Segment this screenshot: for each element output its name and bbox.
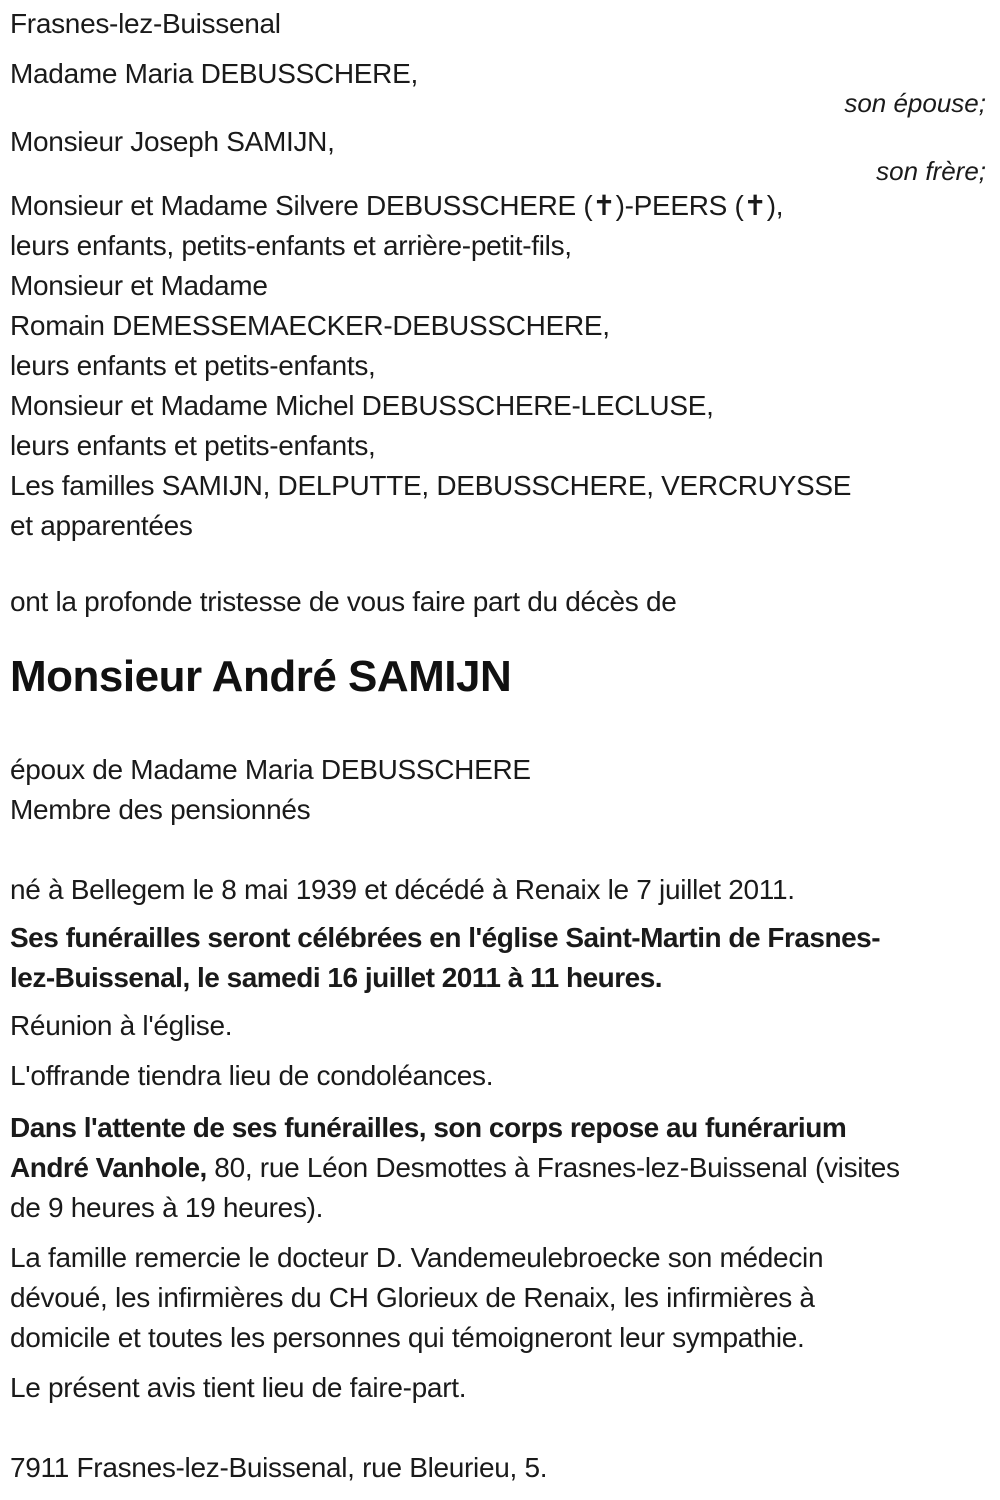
- thanks-line: La famille remercie le docteur D. Vandemeulebroecke son médecin: [10, 1242, 824, 1273]
- offering-line: L'offrande tiendra lieu de condoléances.: [10, 1060, 494, 1091]
- funeral-home-name: André Vanhole,: [10, 1152, 207, 1183]
- ceremony-line: lez-Buissenal, le samedi 16 juillet 2011 à 11 heures.: [10, 962, 663, 993]
- life-dates-line: né à Bellegem le 8 mai 1939 et décédé à Renaix le 7 juillet 2011.: [10, 874, 795, 905]
- deceased-membership: Membre des pensionnés: [10, 794, 311, 825]
- thanks-block: [10, 1238, 986, 1358]
- family-line: et apparentées: [10, 510, 193, 541]
- family-line: Monsieur et Madame Michel DEBUSSCHERE-LECLUSE,: [10, 390, 714, 421]
- family-line: leurs enfants et petits-enfants,: [10, 430, 376, 461]
- meeting-line: Réunion à l'église.: [10, 1010, 233, 1041]
- notice-line: Le présent avis tient lieu de faire-part.: [10, 1372, 467, 1403]
- ceremony-line: Ses funérailles seront célébrées en l'église Saint-Martin de Frasnes-: [10, 922, 881, 953]
- family-line: Les familles SAMIJN, DELPUTTE, DEBUSSCHERE, VERCRUYSSE: [10, 470, 852, 501]
- repose-line-2: [10, 1148, 986, 1188]
- family-lines-block: [10, 186, 986, 546]
- family-line: Monsieur et Madame Silvere DEBUSSCHERE (✝)-PEERS (✝),: [10, 190, 784, 221]
- repose-line-1: Dans l'attente de ses funérailles, son corps repose au funérarium: [10, 1112, 847, 1143]
- family-line: Monsieur et Madame: [10, 270, 268, 301]
- mourner-brother-relation: son frère;: [876, 156, 986, 186]
- family-line: leurs enfants, petits-enfants et arrière-petit-fils,: [10, 230, 572, 261]
- deceased-details-block: [10, 750, 986, 830]
- family-line: leurs enfants et petits-enfants,: [10, 350, 376, 381]
- location-line: Frasnes-lez-Buissenal: [10, 8, 281, 39]
- address-line: 7911 Frasnes-lez-Buissenal, rue Bleurieu, 5.: [10, 1452, 548, 1483]
- mourner-brother-name: Monsieur Joseph SAMIJN,: [10, 126, 335, 157]
- thanks-line: domicile et toutes les personnes qui témoigneront leur sympathie.: [10, 1322, 805, 1353]
- funeral-home-address: 80, rue Léon Desmottes à Frasnes-lez-Buissenal (visites: [206, 1152, 900, 1183]
- deceased-spouse-of: époux de Madame Maria DEBUSSCHERE: [10, 754, 531, 785]
- ceremony-block: [10, 918, 986, 998]
- deceased-name-title: Monsieur André SAMIJN: [10, 652, 512, 701]
- thanks-line: dévoué, les infirmières du CH Glorieux de Renaix, les infirmières à: [10, 1282, 815, 1313]
- announcement-line: ont la profonde tristesse de vous faire part du décès de: [10, 586, 677, 617]
- mourner-spouse-name: Madame Maria DEBUSSCHERE,: [10, 58, 418, 89]
- repose-line-3: de 9 heures à 19 heures).: [10, 1192, 324, 1223]
- family-line: Romain DEMESSEMAECKER-DEBUSSCHERE,: [10, 310, 610, 341]
- mourner-spouse-relation: son épouse;: [844, 88, 986, 118]
- repose-block: [10, 1108, 986, 1228]
